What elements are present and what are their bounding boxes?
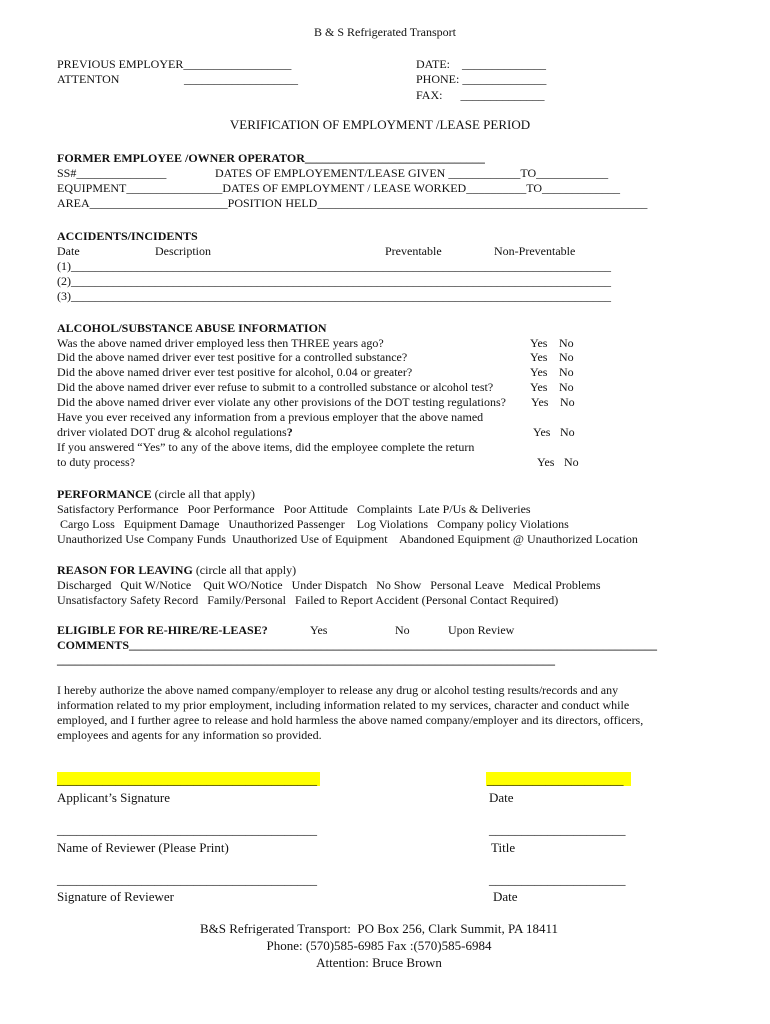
yes-option[interactable]: Yes — [530, 365, 548, 379]
former-employee-field[interactable]: FORMER EMPLOYEE /OWNER OPERATOR______________________________ — [57, 151, 485, 165]
dates-given-field[interactable]: DATES OF EMPLOYEMENT/LEASE GIVEN ____________TO____________ — [215, 166, 609, 180]
fax-field[interactable]: FAX: ______________ — [416, 88, 545, 102]
question-7-line-1: If you answered “Yes” to any of the above items, did the employee complete the return — [57, 440, 475, 454]
ss-field[interactable]: SS#_______________ — [57, 166, 167, 180]
col-date: Date — [57, 244, 80, 258]
yes-option[interactable]: Yes — [537, 455, 555, 469]
footer-address: B&S Refrigerated Transport: PO Box 256, Clark Summit, PA 18411 — [199, 921, 558, 936]
yes-option[interactable]: Yes — [530, 350, 548, 364]
no-option[interactable]: No — [559, 336, 574, 350]
performance-options-1[interactable]: Satisfactory Performance Poor Performance Poor Attitude Complaints Late P/Us & Deliveries — [57, 502, 531, 516]
leaving-options-2[interactable]: Unsatisfactory Safety Record Family/Personal Failed to Report Accident (Personal Contact Required) — [57, 593, 559, 607]
performance-options-2[interactable]: Cargo Loss Equipment Damage Unauthorized Passenger Log Violations Company policy Violations — [57, 517, 569, 531]
company-name: B & S Refrigerated Transport — [314, 25, 456, 39]
comments-field[interactable]: COMMENTS________________________________________________________________________________________ — [57, 638, 657, 652]
yes-option[interactable]: Yes — [533, 425, 551, 439]
comments-field-line-2[interactable]: ___________________________________________________________________________________ — [57, 653, 555, 667]
reviewer-name-field[interactable]: ________________________________________ — [57, 822, 317, 837]
question-5: Did the above named driver ever violate any other provisions of the DOT testing regulations? — [57, 395, 506, 409]
reviewer-date-label: Date — [493, 889, 518, 904]
reviewer-date-field[interactable]: _____________________ — [489, 872, 626, 887]
accident-row[interactable]: (2)__________________________________________________________________________________________ — [57, 274, 611, 288]
applicant-date-label: Date — [489, 790, 514, 805]
question-1: Was the above named driver employed less then THREE years ago? — [57, 336, 384, 350]
no-option[interactable]: No — [560, 425, 575, 439]
area-position-field[interactable]: AREA_______________________POSITION HELD_______________________________________________________ — [57, 196, 648, 210]
applicant-date-field[interactable]: _____________________ — [487, 772, 624, 787]
rehire-upon-review[interactable]: Upon Review — [448, 623, 515, 637]
no-option[interactable]: No — [564, 455, 579, 469]
leaving-note: (circle all that apply) — [192, 563, 297, 577]
no-option[interactable]: No — [560, 395, 575, 409]
phone-field[interactable]: PHONE: ______________ — [416, 72, 547, 86]
reviewer-title-field[interactable]: _____________________ — [489, 822, 626, 837]
leaving-heading-line — [57, 563, 296, 577]
reviewer-signature-label: Signature of Reviewer — [57, 889, 174, 904]
yes-option[interactable]: Yes — [530, 336, 548, 350]
authorization-line-3: employed, and I further agree to release and hold harmless the above named company/employer and its directors, officers, — [57, 713, 644, 727]
footer-phone: Phone: (570)585-6985 Fax :(570)585-6984 — [266, 938, 492, 953]
rehire-no[interactable]: No — [395, 623, 410, 637]
yes-option[interactable]: Yes — [531, 395, 549, 409]
reviewer-signature-field[interactable]: ________________________________________ — [57, 872, 317, 887]
attention-field[interactable]: ___________________ — [184, 72, 298, 86]
question-7-line-2: to duty process? — [57, 455, 135, 469]
performance-options-3[interactable]: Unauthorized Use Company Funds Unauthorized Use of Equipment Abandoned Equipment @ Unauthorized Location — [57, 532, 638, 546]
performance-heading: PERFORMANCE — [57, 487, 152, 501]
question-6-line-1: Have you ever received any information from a previous employer that the above named — [57, 410, 484, 424]
question-6-text: driver violated DOT drug & alcohol regulations — [57, 425, 287, 439]
performance-note: (circle all that apply) — [151, 487, 255, 501]
authorization-line-1: I hereby authorize the above named company/employer to release any drug or alcohol testing results/records and any — [57, 683, 619, 697]
attention-label: ATTENTON — [57, 72, 120, 86]
question-2: Did the above named driver ever test positive for a controlled substance? — [57, 350, 408, 364]
form-title: VERIFICATION OF EMPLOYMENT /LEASE PERIOD — [229, 117, 531, 132]
question-3: Did the above named driver ever test positive for alcohol, 0.04 or greater? — [57, 365, 413, 379]
previous-employer-field[interactable]: PREVIOUS EMPLOYER__________________ — [57, 57, 292, 71]
alcohol-heading: ALCOHOL/SUBSTANCE ABUSE INFORMATION — [57, 321, 327, 335]
question-6-mark: ? — [286, 425, 293, 439]
applicant-signature-field[interactable]: ________________________________________ — [57, 772, 317, 787]
performance-heading-line — [57, 487, 255, 501]
rehire-label: ELIGIBLE FOR RE-HIRE/RE-LEASE? — [57, 623, 268, 637]
applicant-signature-label: Applicant’s Signature — [57, 790, 171, 805]
accident-row[interactable]: (1)__________________________________________________________________________________________ — [57, 259, 611, 273]
leaving-options-1[interactable]: Discharged Quit W/Notice Quit WO/Notice Under Dispatch No Show Personal Leave Medical Problems — [57, 578, 601, 592]
reviewer-name-label: Name of Reviewer (Please Print) — [57, 840, 229, 855]
accident-row[interactable]: (3)__________________________________________________________________________________________ — [57, 289, 611, 303]
rehire-yes[interactable]: Yes — [310, 623, 328, 637]
authorization-line-4: employees and agents for any information so provided. — [57, 728, 322, 742]
question-4: Did the above named driver ever refuse to submit to a controlled substance or alcohol test? — [57, 380, 494, 394]
no-option[interactable]: No — [559, 350, 574, 364]
no-option[interactable]: No — [559, 365, 574, 379]
equipment-field[interactable]: EQUIPMENT________________DATES OF EMPLOYMENT / LEASE WORKED__________TO_____________ — [57, 181, 621, 195]
question-6-line-2 — [57, 425, 293, 439]
footer-attention: Attention: Bruce Brown — [316, 955, 442, 970]
reviewer-title-label: Title — [491, 840, 516, 855]
col-non-preventable: Non-Preventable — [494, 244, 576, 258]
accidents-heading: ACCIDENTS/INCIDENTS — [57, 229, 198, 243]
col-description: Description — [155, 244, 211, 258]
leaving-heading: REASON FOR LEAVING — [57, 563, 193, 577]
authorization-line-2: information related to my prior employment, including information related to my services, character and conduct while — [57, 698, 630, 712]
yes-option[interactable]: Yes — [530, 380, 548, 394]
col-preventable: Preventable — [385, 244, 442, 258]
no-option[interactable]: No — [559, 380, 574, 394]
date-field[interactable]: DATE: ______________ — [416, 57, 546, 71]
